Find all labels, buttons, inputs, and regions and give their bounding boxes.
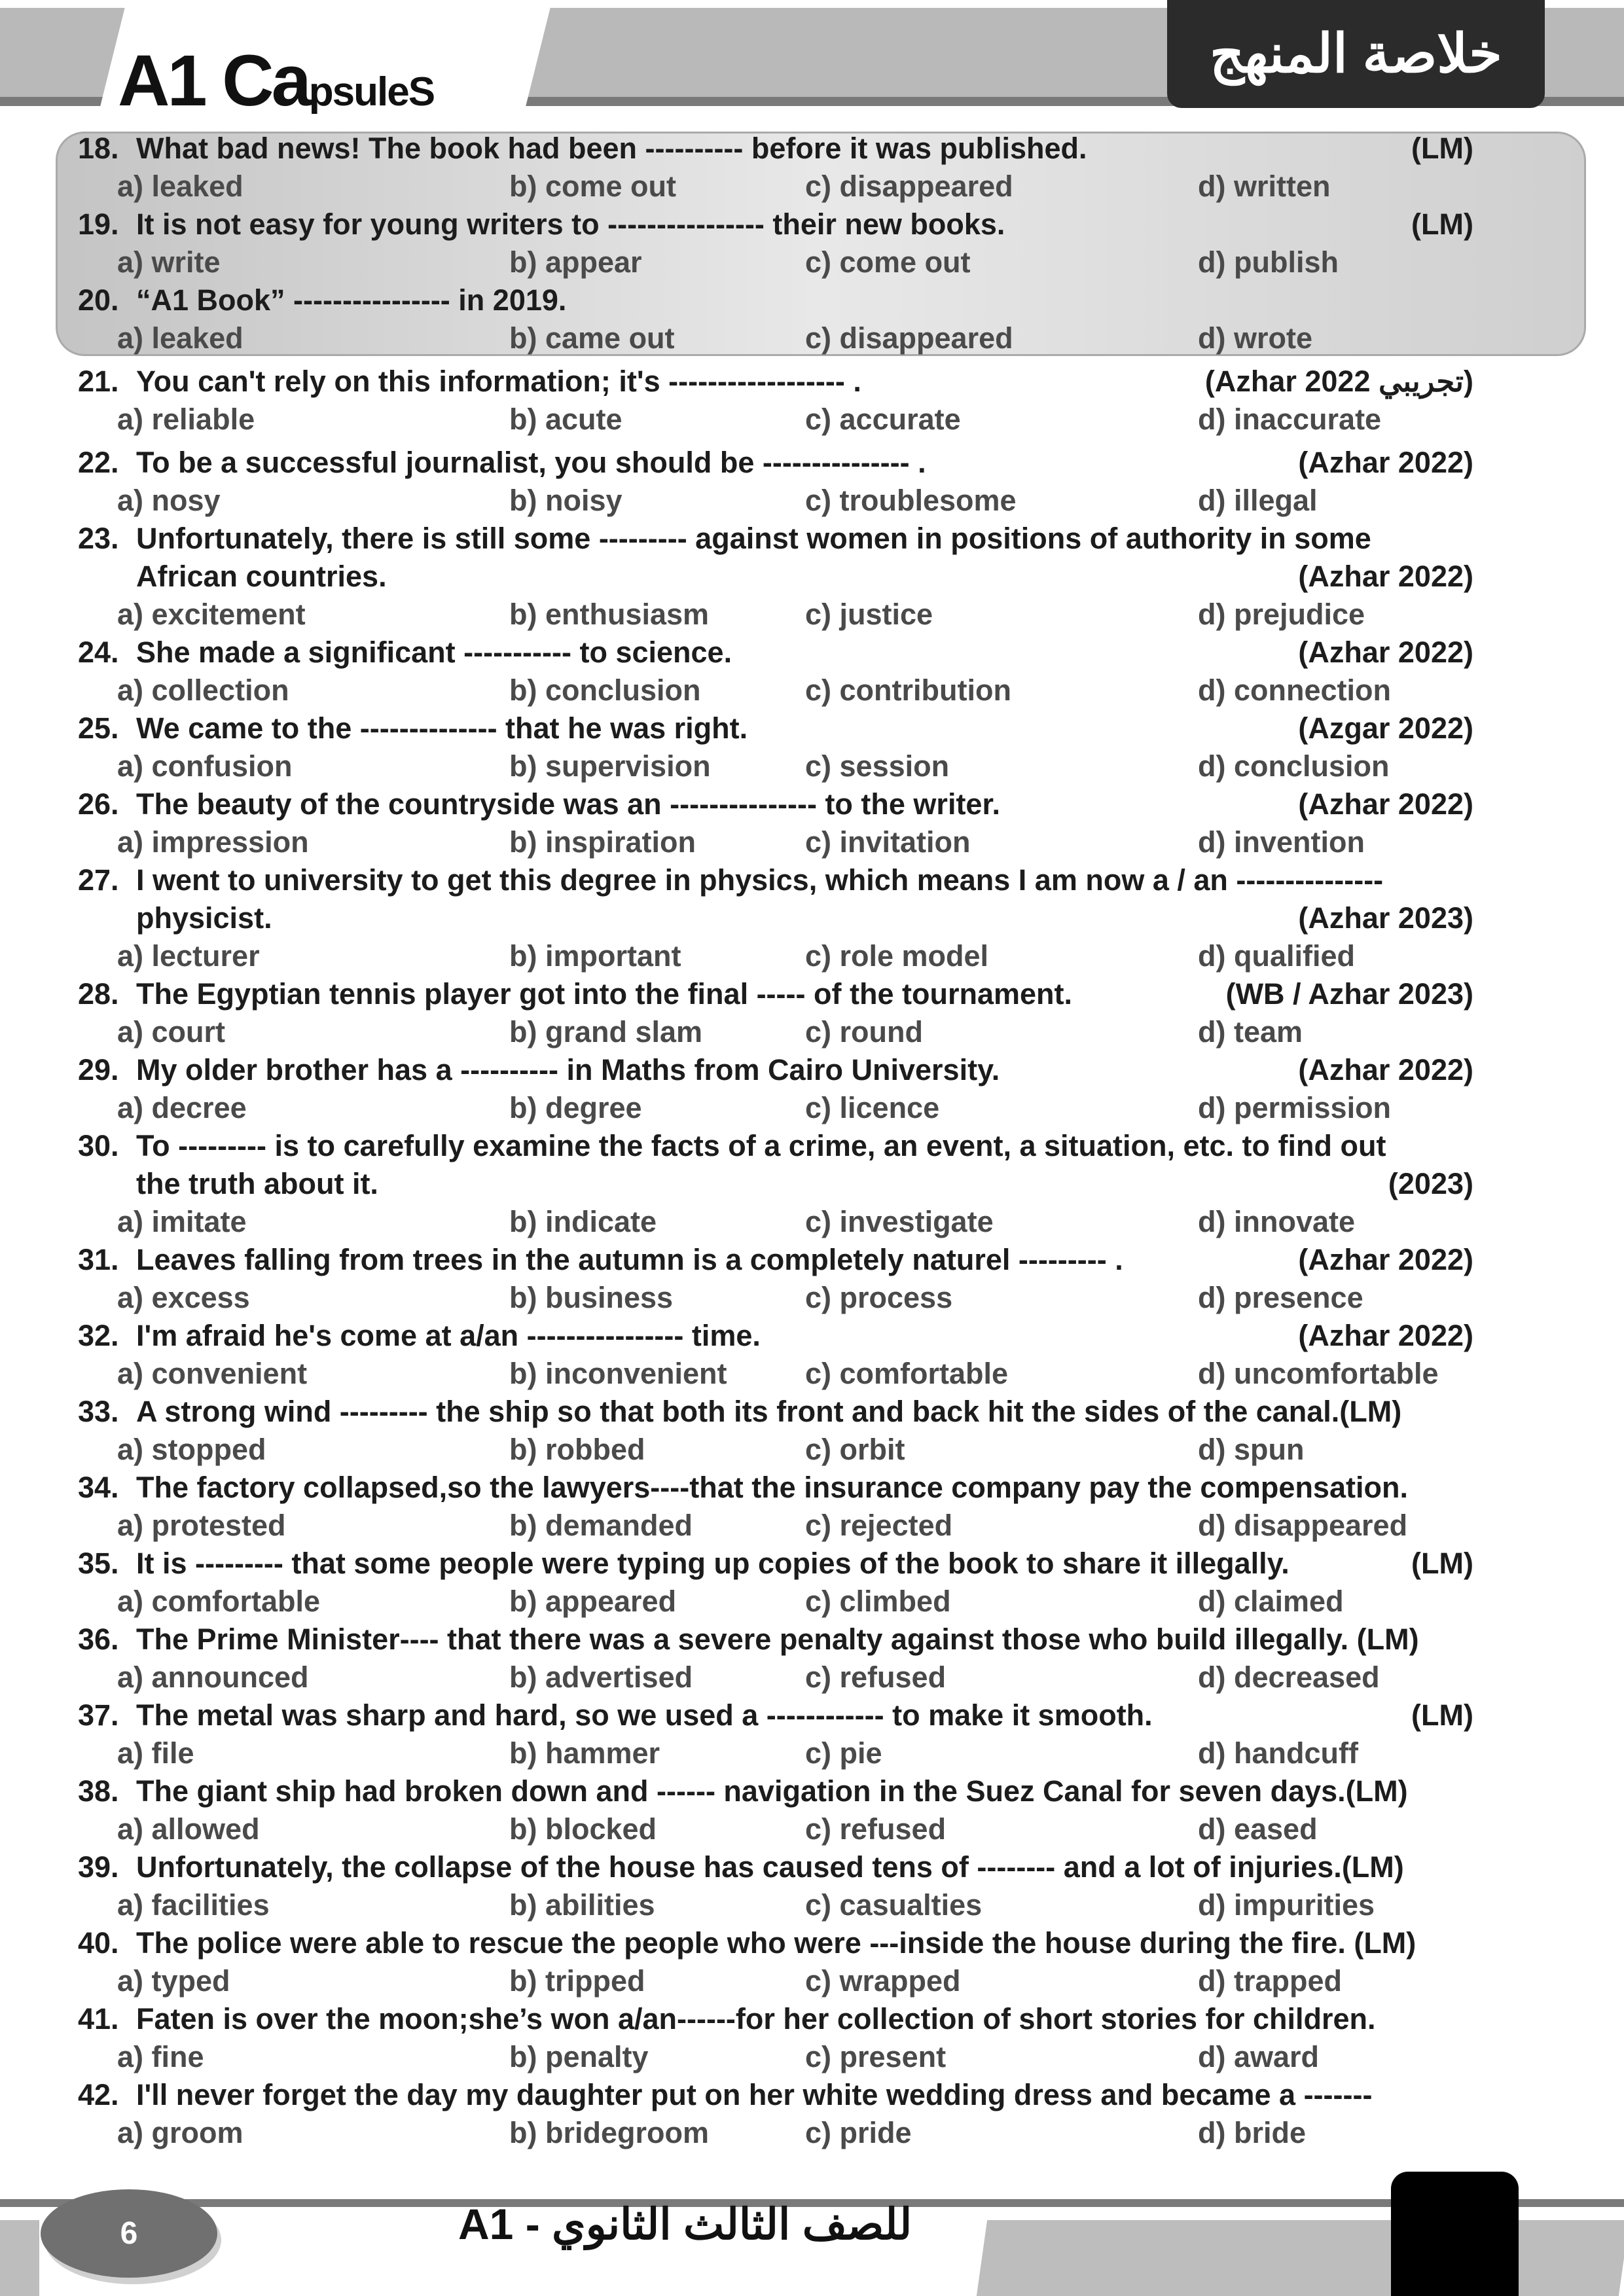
answer-options	[0, 2038, 1624, 2076]
question-text: The police were able to rescue the people who were ---inside the house during the fire. (LM)	[136, 1926, 1416, 1960]
answer-option: b) grand slam	[509, 1015, 703, 1049]
answer-option: a) court	[117, 1015, 226, 1049]
answer-option: d) bride	[1198, 2116, 1306, 2149]
answer-option: c) licence	[805, 1091, 940, 1124]
answer-option: b) blocked	[509, 1812, 657, 1846]
question-line	[0, 130, 1624, 168]
answer-option: d) innovate	[1198, 1205, 1356, 1238]
question-line	[0, 206, 1624, 243]
answer-option: c) present	[805, 2040, 947, 2073]
question-line	[0, 1469, 1624, 1507]
answer-options	[0, 1279, 1624, 1317]
footer-title: A1 - للصف الثالث الثانوي	[458, 2200, 912, 2248]
answer-option: b) tripped	[509, 1964, 645, 1998]
answer-option: d) qualified	[1198, 939, 1355, 973]
answer-option: d) invention	[1198, 825, 1365, 859]
question-line	[0, 2076, 1624, 2114]
answer-option: d) spun	[1198, 1433, 1305, 1466]
answer-options	[0, 319, 1624, 357]
question-text: The factory collapsed,so the lawyers----that the insurance company pay the compensation.	[136, 1471, 1408, 1504]
answer-option: d) disappeared	[1198, 1509, 1408, 1542]
answer-option: a) nosy	[117, 484, 221, 517]
answer-option: d) wrote	[1198, 321, 1312, 355]
answer-options	[0, 937, 1624, 975]
answer-option: b) bridegroom	[509, 2116, 709, 2149]
question-text: Leaves falling from trees in the autumn is a completely naturel --------- .	[136, 1243, 1123, 1276]
question-number: 35.	[78, 1547, 119, 1580]
question-source: (2023)	[1388, 1167, 1473, 1200]
question-number: 40.	[78, 1926, 119, 1960]
question-text: A strong wind --------- the ship so that both its front and back hit the sides of the canal.(LM)	[136, 1395, 1402, 1428]
page-number: 6	[120, 2216, 138, 2251]
question-text: You can't rely on this information; it's ------------------ .	[136, 365, 861, 398]
answer-options	[0, 823, 1624, 861]
question-source: (Azhar 2022)	[1298, 636, 1473, 669]
question-number: 20.	[78, 283, 119, 317]
answer-option: a) imitate	[117, 1205, 247, 1238]
question-line	[0, 861, 1624, 899]
question-list	[0, 130, 1624, 2152]
answer-option: a) impression	[117, 825, 309, 859]
question-number: 22.	[78, 446, 119, 479]
question-source: (Azhar 2022 تجريبي)	[1204, 365, 1473, 398]
question-continuation-line	[0, 1165, 1624, 1203]
question-text-continued: African countries.	[136, 560, 387, 593]
question-number: 38.	[78, 1774, 119, 1808]
question-line	[0, 634, 1624, 672]
answer-option: b) acute	[509, 403, 623, 436]
question-text: My older brother has a ---------- in Maths from Cairo University.	[136, 1053, 1000, 1086]
question-text: I'm afraid he's come at a/an ---------------- time.	[136, 1319, 761, 1352]
question-number: 27.	[78, 863, 119, 897]
question-number: 24.	[78, 636, 119, 669]
answer-option: b) inconvenient	[509, 1357, 727, 1390]
question-line	[0, 2000, 1624, 2038]
answer-option: d) handcuff	[1198, 1736, 1358, 1770]
answer-option: c) session	[805, 749, 950, 783]
answer-option: d) decreased	[1198, 1660, 1380, 1694]
answer-option: b) came out	[509, 321, 675, 355]
question-text: The Egyptian tennis player got into the final ----- of the tournament.	[136, 977, 1072, 1011]
answer-options	[0, 2114, 1624, 2152]
answer-option: d) claimed	[1198, 1585, 1344, 1618]
answer-option: c) round	[805, 1015, 923, 1049]
question-number: 31.	[78, 1243, 119, 1276]
answer-option: d) written	[1198, 170, 1331, 203]
answer-option: b) abilities	[509, 1888, 655, 1922]
question-number: 34.	[78, 1471, 119, 1504]
answer-option: c) casualties	[805, 1888, 983, 1922]
answer-option: b) hammer	[509, 1736, 660, 1770]
question-source: (LM)	[1411, 132, 1473, 165]
question-line	[0, 1545, 1624, 1583]
answer-options	[0, 1203, 1624, 1241]
question-number: 33.	[78, 1395, 119, 1428]
footer-tab	[1391, 2172, 1519, 2296]
answer-option: d) uncomfortable	[1198, 1357, 1439, 1390]
footer-band-left	[0, 2220, 39, 2296]
question-source: (Azgar 2022)	[1298, 711, 1473, 745]
answer-option: d) conclusion	[1198, 749, 1390, 783]
question-text: Unfortunately, the collapse of the house has caused tens of -------- and a lot of injuries.(LM)	[136, 1850, 1404, 1884]
answer-option: b) important	[509, 939, 681, 973]
question-text: I went to university to get this degree in physics, which means I am now a / an ---------------	[136, 863, 1384, 897]
question-text: To be a successful journalist, you should be --------------- .	[136, 446, 926, 479]
question-number: 21.	[78, 365, 119, 398]
question-number: 28.	[78, 977, 119, 1011]
answer-option: c) refused	[805, 1660, 947, 1694]
question-continuation-line	[0, 558, 1624, 596]
answer-option: b) degree	[509, 1091, 642, 1124]
answer-option: b) inspiration	[509, 825, 696, 859]
question-text: What bad news! The book had been ---------- before it was published.	[136, 132, 1087, 165]
question-number: 36.	[78, 1623, 119, 1656]
question-line	[0, 1241, 1624, 1279]
question-source: (Azhar 2022)	[1298, 1243, 1473, 1276]
question-text: Unfortunately, there is still some --------- against women in positions of authority in some	[136, 522, 1371, 555]
answer-option: c) invitation	[805, 825, 971, 859]
question-text: The beauty of the countryside was an --------------- to the writer.	[136, 787, 1000, 821]
answer-option: b) conclusion	[509, 673, 701, 707]
question-text-continued: the truth about it.	[136, 1167, 378, 1200]
question-text: I'll never forget the day my daughter put on her white wedding dress and became a -------	[136, 2078, 1373, 2111]
answer-options	[0, 1583, 1624, 1621]
answer-option: c) justice	[805, 598, 933, 631]
question-source: (Azhar 2022)	[1298, 560, 1473, 593]
answer-option: c) comfortable	[805, 1357, 1009, 1390]
question-line	[0, 1393, 1624, 1431]
question-line	[0, 1051, 1624, 1089]
question-number: 41.	[78, 2002, 119, 2036]
answer-option: d) trapped	[1198, 1964, 1342, 1998]
question-text: It is --------- that some people were typing up copies of the book to share it illegally.	[136, 1547, 1290, 1580]
answer-option: a) stopped	[117, 1433, 266, 1466]
logo-main: A1 Ca	[118, 41, 309, 121]
question-text: “A1 Book” ---------------- in 2019.	[136, 283, 567, 317]
question-text-continued: physicist.	[136, 901, 272, 935]
spacer	[0, 439, 1624, 444]
question-text: The giant ship had broken down and ------ navigation in the Suez Canal for seven days.(LM)	[136, 1774, 1408, 1808]
question-line	[0, 1848, 1624, 1886]
question-line	[0, 281, 1624, 319]
answer-option: a) decree	[117, 1091, 247, 1124]
answer-option: d) team	[1198, 1015, 1303, 1049]
answer-option: a) confusion	[117, 749, 293, 783]
answer-option: a) typed	[117, 1964, 230, 1998]
question-source: (Azhar 2022)	[1298, 446, 1473, 479]
answer-option: a) write	[117, 245, 221, 279]
answer-option: d) illegal	[1198, 484, 1318, 517]
question-source: (WB / Azhar 2023)	[1225, 977, 1473, 1011]
answer-option: c) rejected	[805, 1509, 953, 1542]
answer-option: d) publish	[1198, 245, 1339, 279]
answer-option: c) accurate	[805, 403, 961, 436]
logo-small: psuleS	[308, 69, 435, 115]
answer-options	[0, 1431, 1624, 1469]
question-number: 18.	[78, 132, 119, 165]
answer-option: b) enthusiasm	[509, 598, 710, 631]
question-number: 37.	[78, 1698, 119, 1732]
answer-option: a) leaked	[117, 321, 244, 355]
answer-option: d) award	[1198, 2040, 1320, 2073]
answer-options	[0, 243, 1624, 281]
page-number-badge	[41, 2189, 217, 2278]
question-source: (LM)	[1411, 1547, 1473, 1580]
answer-options	[0, 747, 1624, 785]
question-text: Faten is over the moon;she’s won a/an------for her collection of short stories for children.	[136, 2002, 1376, 2036]
answer-options	[0, 596, 1624, 634]
answer-option: b) noisy	[509, 484, 623, 517]
answer-option: a) groom	[117, 2116, 244, 2149]
answer-options	[0, 1013, 1624, 1051]
answer-options	[0, 401, 1624, 439]
answer-option: b) supervision	[509, 749, 711, 783]
answer-option: b) business	[509, 1281, 674, 1314]
answer-option: a) collection	[117, 673, 289, 707]
question-line	[0, 1772, 1624, 1810]
answer-option: c) refused	[805, 1812, 947, 1846]
question-number: 30.	[78, 1129, 119, 1162]
question-source: (Azhar 2023)	[1298, 901, 1473, 935]
answer-option: a) file	[117, 1736, 194, 1770]
answer-option: d) eased	[1198, 1812, 1318, 1846]
question-number: 39.	[78, 1850, 119, 1884]
question-line	[0, 444, 1624, 482]
question-line	[0, 1924, 1624, 1962]
answer-options	[0, 1659, 1624, 1696]
answer-options	[0, 1089, 1624, 1127]
answer-option: c) troublesome	[805, 484, 1017, 517]
question-source: (LM)	[1411, 1698, 1473, 1732]
answer-options	[0, 672, 1624, 709]
answer-option: c) come out	[805, 245, 971, 279]
answer-option: a) announced	[117, 1660, 309, 1694]
answer-option: c) role model	[805, 939, 989, 973]
answer-option: d) connection	[1198, 673, 1391, 707]
question-line	[0, 1696, 1624, 1734]
answer-option: d) prejudice	[1198, 598, 1365, 631]
answer-options	[0, 168, 1624, 206]
question-number: 42.	[78, 2078, 119, 2111]
question-number: 19.	[78, 207, 119, 241]
question-line	[0, 975, 1624, 1013]
answer-option: a) facilities	[117, 1888, 270, 1922]
answer-option: b) advertised	[509, 1660, 693, 1694]
header-title: خلاصة المنهج	[1210, 24, 1502, 84]
answer-options	[0, 1507, 1624, 1545]
answer-option: c) pie	[805, 1736, 882, 1770]
answer-option: d) permission	[1198, 1091, 1392, 1124]
answer-option: a) reliable	[117, 403, 255, 436]
answer-option: c) wrapped	[805, 1964, 961, 1998]
answer-option: a) allowed	[117, 1812, 260, 1846]
answer-option: d) inaccurate	[1198, 403, 1382, 436]
question-number: 26.	[78, 787, 119, 821]
answer-option: b) demanded	[509, 1509, 693, 1542]
answer-option: d) impurities	[1198, 1888, 1375, 1922]
answer-option: a) leaked	[117, 170, 244, 203]
answer-options	[0, 482, 1624, 520]
answer-options	[0, 1355, 1624, 1393]
answer-options	[0, 1962, 1624, 2000]
answer-option: c) orbit	[805, 1433, 905, 1466]
answer-options	[0, 1886, 1624, 1924]
answer-options	[0, 1734, 1624, 1772]
answer-option: c) disappeared	[805, 170, 1013, 203]
answer-option: c) climbed	[805, 1585, 951, 1618]
logo	[118, 39, 434, 122]
answer-option: a) lecturer	[117, 939, 260, 973]
question-source: (Azhar 2022)	[1298, 1053, 1473, 1086]
answer-option: d) presence	[1198, 1281, 1363, 1314]
question-number: 29.	[78, 1053, 119, 1086]
answer-option: a) convenient	[117, 1357, 308, 1390]
spacer	[0, 357, 1624, 363]
question-number: 32.	[78, 1319, 119, 1352]
question-text: She made a significant ----------- to science.	[136, 636, 732, 669]
answer-option: b) robbed	[509, 1433, 645, 1466]
answer-option: c) contribution	[805, 673, 1011, 707]
answer-option: a) excitement	[117, 598, 306, 631]
question-line	[0, 709, 1624, 747]
answer-option: c) process	[805, 1281, 953, 1314]
question-continuation-line	[0, 899, 1624, 937]
question-text: We came to the -------------- that he was right.	[136, 711, 748, 745]
question-source: (Azhar 2022)	[1298, 1319, 1473, 1352]
question-line	[0, 1317, 1624, 1355]
question-text: The metal was sharp and hard, so we used a ------------ to make it smooth.	[136, 1698, 1153, 1732]
answer-option: b) appear	[509, 245, 642, 279]
question-line	[0, 1127, 1624, 1165]
question-text: It is not easy for young writers to ---------------- their new books.	[136, 207, 1005, 241]
header-title-box	[1167, 0, 1545, 108]
question-line	[0, 520, 1624, 558]
question-number: 23.	[78, 522, 119, 555]
answer-option: b) appeared	[509, 1585, 677, 1618]
answer-option: a) protested	[117, 1509, 286, 1542]
answer-option: a) comfortable	[117, 1585, 321, 1618]
question-line	[0, 363, 1624, 401]
answer-option: a) excess	[117, 1281, 250, 1314]
answer-option: c) pride	[805, 2116, 912, 2149]
answer-option: b) indicate	[509, 1205, 657, 1238]
question-source: (Azhar 2022)	[1298, 787, 1473, 821]
question-text: To --------- is to carefully examine the facts of a crime, an event, a situation, etc. to find out	[136, 1129, 1386, 1162]
question-line	[0, 785, 1624, 823]
answer-option: b) come out	[509, 170, 676, 203]
answer-option: b) penalty	[509, 2040, 649, 2073]
answer-option: c) investigate	[805, 1205, 994, 1238]
question-line	[0, 1621, 1624, 1659]
answer-options	[0, 1810, 1624, 1848]
question-number: 25.	[78, 711, 119, 745]
answer-option: c) disappeared	[805, 321, 1013, 355]
question-source: (LM)	[1411, 207, 1473, 241]
question-text: The Prime Minister---- that there was a severe penalty against those who build illegally. (LM)	[136, 1623, 1419, 1656]
footer-band-right	[977, 2220, 1624, 2296]
answer-option: a) fine	[117, 2040, 204, 2073]
